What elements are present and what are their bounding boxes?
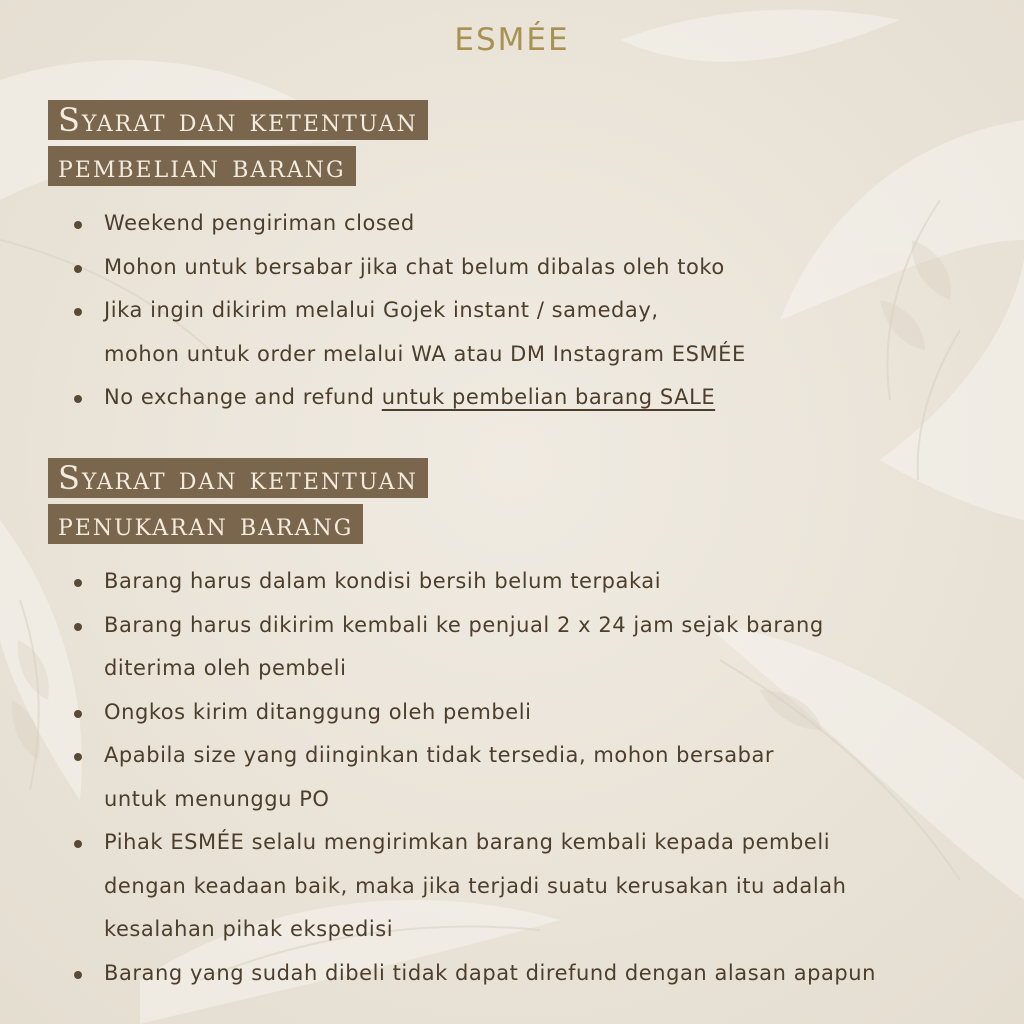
penukaran-list: [50, 560, 876, 995]
list-item-text: Barang harus dikirim kembali ke penjual 2 x 24 jam sejak barang: [104, 612, 824, 637]
list-item-text: dengan keadaan baik, maka jika terjadi suatu kerusakan itu adalah: [104, 873, 847, 898]
list-item-text: Jika ingin dikirim melalui Gojek instant / sameday,: [104, 298, 659, 322]
list-item-text: Apabila size yang diinginkan tidak tersedia, mohon bersabar: [104, 743, 775, 767]
list-item-text: No exchange and refund: [104, 385, 382, 409]
bullet-icon: [74, 579, 82, 587]
list-item-text: kesalahan pihak ekspedisi: [104, 917, 394, 941]
list-item: [50, 560, 876, 604]
list-item-text: Barang harus dalam kondisi bersih belum terpakai: [104, 569, 662, 593]
bullet-icon: [74, 753, 82, 761]
section-pembelian: [48, 100, 428, 186]
list-item: [50, 821, 876, 952]
list-item: [50, 376, 746, 420]
list-item: [50, 952, 876, 996]
list-item-text: mohon untuk order melalui WA atau DM Instagram ESMÉE: [104, 341, 746, 366]
list-item-text: Pihak ESMÉE selalu mengirimkan barang kembali kepada pembeli: [104, 830, 831, 854]
section-heading-line1: Syarat dan ketentuan: [48, 458, 428, 498]
list-item: [50, 289, 746, 376]
bullet-icon: [74, 308, 82, 316]
bullet-icon: [74, 971, 82, 979]
bullet-icon: [74, 395, 82, 403]
list-item-text: diterima oleh pembeli: [104, 656, 347, 680]
list-item-text: Weekend pengiriman closed: [104, 211, 415, 235]
list-item-text: Barang yang sudah dibeli tidak dapat direfund dengan alasan apapun: [104, 960, 877, 985]
list-item: [50, 604, 876, 691]
list-item: [50, 691, 876, 735]
list-item-text: Ongkos kirim ditanggung oleh pembeli: [104, 699, 532, 724]
list-item: [50, 202, 746, 246]
section-heading-line1: Syarat dan ketentuan: [48, 100, 428, 140]
section-penukaran: [48, 458, 428, 544]
bullet-icon: [74, 840, 82, 848]
list-item-text: untuk menunggu PO: [104, 786, 330, 811]
brand-logo: ESMÉE: [454, 22, 570, 58]
list-item: [50, 246, 746, 290]
underlined-text: untuk pembelian barang SALE: [381, 385, 716, 409]
section-heading-line2: pembelian barang: [48, 146, 356, 186]
list-item: [50, 734, 876, 821]
bullet-icon: [74, 221, 82, 229]
section-heading-line2: penukaran barang: [48, 504, 363, 544]
list-item-text: Mohon untuk bersabar jika chat belum dibalas oleh toko: [104, 254, 725, 279]
bullet-icon: [74, 710, 82, 718]
bullet-icon: [74, 265, 82, 273]
pembelian-list: [50, 202, 746, 420]
bullet-icon: [74, 623, 82, 631]
